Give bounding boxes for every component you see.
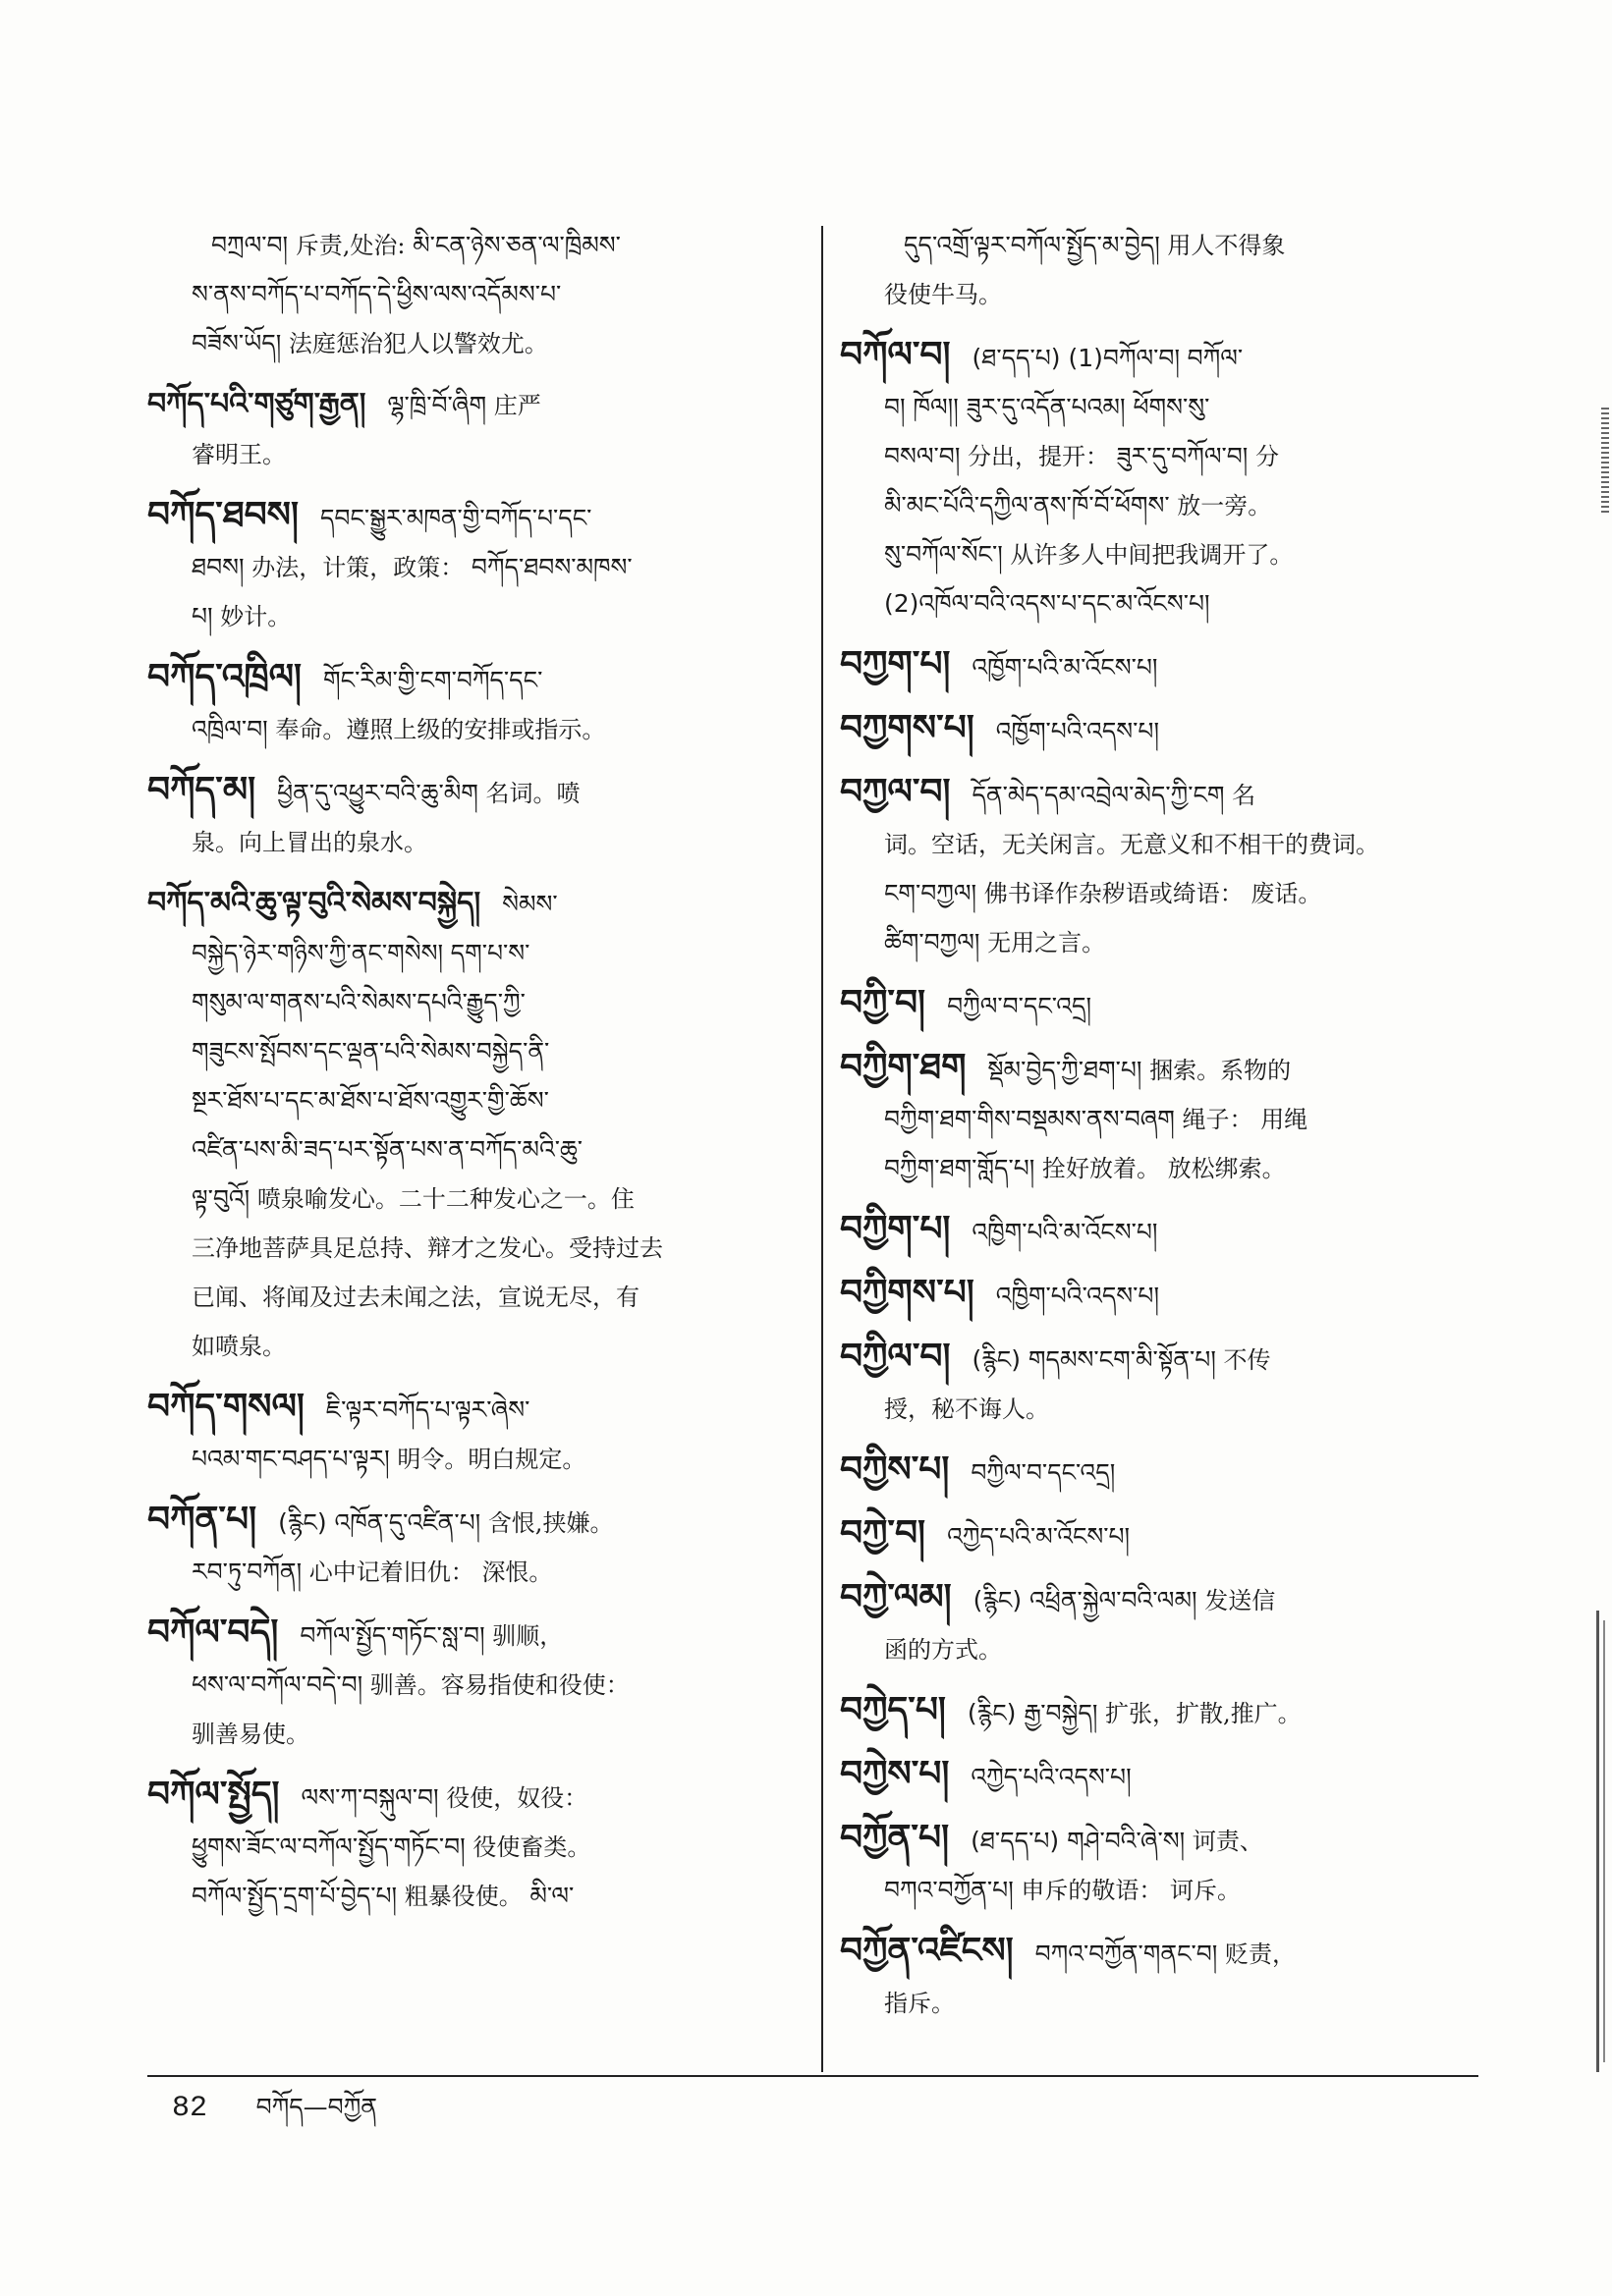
chinese-text: 佛书译作杂秽语或绮语： — [983, 880, 1244, 907]
dictionary-entry — [147, 1771, 801, 1921]
entry-headline — [840, 331, 1493, 383]
tibetan-text: འཁྱིག་པའི་འདས་པ། — [995, 1282, 1160, 1310]
dictionary-entry — [840, 1509, 1493, 1561]
entry-line — [147, 430, 801, 479]
entry-line — [840, 221, 1493, 270]
chinese-text: 名词。喷 — [485, 780, 581, 807]
dictionary-entry — [147, 1609, 801, 1759]
tibetan-text: སུ་བཀོལ་སོང་། — [884, 540, 1003, 569]
tibetan-text: བཀོལ་ — [1187, 344, 1244, 372]
entry-headline — [147, 380, 801, 430]
chinese-text: 放一旁。 — [1177, 492, 1272, 519]
tibetan-text: འཁྲིལ་བ། — [192, 715, 268, 743]
entry-headline — [840, 979, 1493, 1031]
entry-headline — [840, 704, 1493, 756]
entry-line — [840, 481, 1493, 530]
tibetan-text: མི་མང་པོའི་དཀྱིལ་ནས་ཁོ་བོ་ཕོགས་ — [884, 491, 1170, 519]
headword: བཀྱེ་བ། — [840, 1513, 926, 1554]
entry-headline — [840, 1205, 1493, 1257]
tibetan-text: སྔར་ཐོས་པ་དང་མ་ཐོས་པ་ཐོས་འགྱུར་གྱི་ཆོས་ — [192, 1086, 549, 1115]
dictionary-entry — [840, 704, 1493, 756]
dictionary-entry — [840, 1750, 1493, 1802]
tibetan-text: (རྙིང) འཕྲིན་སྐྱེལ་བའི་ལམ། — [973, 1586, 1197, 1614]
tibetan-text: (རྙིང) གདམས་ངག་མི་སྟོན་པ། — [972, 1345, 1216, 1374]
chinese-text: 拴好放着。 — [1041, 1155, 1160, 1182]
chinese-text: 心中记着旧仇： — [308, 1558, 474, 1586]
chinese-text: 废话。 — [1251, 880, 1322, 907]
entry-headline — [147, 879, 801, 929]
page-range: བཀོད—བཀྱོན — [255, 2093, 377, 2121]
headword: བཀྱི་བ། — [840, 983, 926, 1023]
tibetan-text: གཟུངས་སྤོབས་དང་ལྡན་པའི་སེམས་བསྐྱེད་ནི་ — [192, 1037, 550, 1066]
entry-line — [147, 592, 801, 641]
tibetan-text: བཀྱིག་ཐག་གློད་པ། — [884, 1154, 1035, 1182]
entry-headline — [147, 1383, 801, 1435]
entry-line — [840, 869, 1493, 918]
entry-headline — [840, 1333, 1493, 1385]
tibetan-text: བཀོལ་སྤྱོད་གཏོང་སླ་བ། — [300, 1621, 485, 1650]
tibetan-text: སྡོམ་བྱེད་ཀྱི་ཐག་པ། — [987, 1056, 1142, 1084]
dictionary-entry — [147, 653, 801, 754]
chinese-text: 已闻、将闻及过去未闻之法，宣说无尽，有 — [192, 1284, 639, 1311]
entry-line — [147, 319, 801, 368]
chinese-text: 贬责， — [1224, 1941, 1296, 1968]
entry-line — [147, 1710, 801, 1759]
dictionary-entry — [840, 1814, 1493, 1915]
dictionary-entry — [840, 1269, 1493, 1321]
chinese-text: 役使，奴役： — [446, 1784, 588, 1812]
entry-line — [147, 705, 801, 754]
dictionary-entry — [147, 1496, 801, 1597]
entry-line — [147, 1125, 801, 1175]
tibetan-text: བ། ཁོལ།། ཟུར་དུ་འདོན་པའམ། ཕོགས་སུ་ — [884, 393, 1210, 421]
headword: བཀོད་མའི་ཆུ་ལྟ་བུའི་སེམས་བསྐྱེད། — [147, 886, 481, 920]
chinese-text: 庄严 — [493, 392, 541, 419]
tibetan-text: བསྐྱེད་ཉེར་གཉིས་ཀྱི་ནང་གསེས། — [192, 939, 444, 967]
dictionary-entry — [840, 979, 1493, 1031]
entry-line — [840, 530, 1493, 579]
chinese-text: 役使畜类。 — [472, 1833, 591, 1861]
tibetan-text: དོན་མེད་དམ་འབྲེལ་མེད་ཀྱི་ངག — [972, 781, 1225, 809]
tibetan-text: བཀྱིག་ཐག་གིས་བསྡམས་ནས་བཞག — [884, 1105, 1175, 1133]
tibetan-text: རབ་ཏུ་བཀོན། — [192, 1558, 303, 1586]
headword: བཀོལ་བ། — [840, 335, 951, 375]
tibetan-text: དབང་སྒྱུར་མཁན་གྱི་བཀོད་པ་དང་ — [319, 504, 592, 532]
entry-line — [147, 1661, 801, 1710]
entry-line — [147, 818, 801, 867]
headword: བཀྱིལ་བ། — [840, 1337, 951, 1377]
dictionary-entry — [147, 221, 801, 368]
chinese-text: 捆索。系物的 — [1149, 1057, 1292, 1084]
dictionary-entry — [840, 1043, 1493, 1193]
chinese-text: 授，秘不诲人。 — [884, 1395, 1049, 1423]
tibetan-text: པ། — [192, 602, 213, 630]
entry-line — [840, 270, 1493, 319]
chinese-text: 驯善。容易指使和役使： — [369, 1671, 630, 1699]
entry-line — [147, 1435, 801, 1484]
binding-edge-mark — [1596, 1611, 1599, 2072]
entry-line — [840, 1385, 1493, 1434]
headword: བཀོད་མ། — [147, 770, 256, 810]
tibetan-text: (ཐ་དད་པ) གཤེ་བའི་ཞེ་ས། — [971, 1827, 1186, 1855]
headword: བཀྱོན་འཛིངས། — [840, 1931, 1014, 1971]
dictionary-entry — [147, 879, 801, 1371]
entry-headline — [147, 491, 801, 543]
entry-line — [840, 432, 1493, 481]
headword: བཀྱིག་པ། — [840, 1209, 951, 1249]
headword: བཀོལ་བདེ། — [147, 1613, 279, 1653]
tibetan-text: དུད་འགྲོ་ལྟར་བཀོལ་སྤྱོད་མ་བྱེད། — [904, 231, 1160, 259]
tibetan-text: པའམ་གང་བཤད་པ་ལྟར། — [192, 1445, 390, 1473]
tibetan-text: བཀའ་བཀྱོན་གནང་བ། — [1034, 1940, 1218, 1968]
dictionary-entry — [147, 491, 801, 641]
chinese-text: 用绳 — [1260, 1106, 1308, 1133]
entry-headline — [840, 1814, 1493, 1866]
dictionary-entry — [147, 766, 801, 867]
chinese-text: 无用之言。 — [987, 929, 1106, 957]
chinese-text: 斥责,处治: — [295, 232, 406, 259]
entry-headline — [840, 1750, 1493, 1802]
entry-line — [147, 1273, 801, 1322]
chinese-text: 含恨,挟嫌。 — [487, 1509, 614, 1537]
dictionary-entry — [840, 1446, 1493, 1498]
dictionary-entry — [147, 380, 801, 479]
tibetan-text: འཁྱོག་པའི་མ་འོངས་པ། — [972, 653, 1158, 682]
headword: བཀྱིགས་པ། — [840, 1273, 974, 1313]
entry-line — [147, 1027, 801, 1076]
chinese-text: 扩张，扩散,推广。 — [1105, 1700, 1302, 1727]
headword: བཀྱིས་པ། — [840, 1449, 950, 1490]
chinese-text: 奉命。遵照上级的安排或指示。 — [275, 716, 606, 743]
dictionary-entry — [840, 640, 1493, 692]
chinese-text: 申斥的敬语： — [1021, 1877, 1163, 1904]
entry-line — [147, 221, 801, 270]
tibetan-text: བཀོལ་སྤྱོད་དྲག་པོ་བྱེད་པ། — [192, 1882, 398, 1910]
chinese-text: 深恨。 — [481, 1558, 553, 1586]
tibetan-text: འཀྱེད་པའི་འདས་པ། — [971, 1763, 1132, 1791]
chinese-text: 词。空话，无关闲言。无意义和不相干的费词。 — [884, 831, 1379, 858]
headword: བཀྱེས་པ། — [840, 1754, 950, 1794]
tibetan-text: འཛིན་པས་མི་ཟད་པར་སྟོན་པས་ན་བཀོད་མའི་ཆུ་ — [192, 1135, 584, 1164]
entry-headline — [840, 640, 1493, 692]
entry-headline — [840, 768, 1493, 820]
headword: བཀོད་ཐབས། — [147, 495, 299, 535]
tibetan-text: བཀྲལ་བ། — [211, 231, 289, 259]
entry-headline — [840, 1927, 1493, 1979]
tibetan-text: ཇི་ལྟར་བཀོད་པ་ལྟར་ཞེས་ — [325, 1395, 530, 1424]
binding-edge-mark — [1601, 408, 1609, 516]
entry-headline — [147, 1771, 801, 1823]
chinese-text: 驯顺， — [492, 1622, 564, 1650]
entry-line — [840, 820, 1493, 869]
headword: བཀོད་གསལ། — [147, 1387, 305, 1427]
entry-headline — [147, 1609, 801, 1661]
entry-line — [840, 1095, 1493, 1144]
tibetan-text: གསུམ་ལ་གནས་པའི་སེམས་དཔའི་རྒྱུད་ཀྱི་ — [192, 988, 526, 1016]
entry-line — [840, 918, 1493, 967]
tibetan-text: བཀྱིལ་བ་དང་འདྲ། — [947, 992, 1092, 1020]
tibetan-text: བཀོད་ཐབས་མཁས་ — [471, 553, 633, 581]
headword: བཀོལ་སྤྱོད། — [147, 1775, 280, 1815]
chinese-text: 喷泉喻发心。二十二种发心之一。住 — [256, 1185, 635, 1213]
chinese-text: 从许多人中间把我调开了。 — [1010, 541, 1294, 569]
chinese-text: 办法，计策，政策： — [251, 554, 465, 581]
chinese-text: 役使牛马。 — [884, 281, 1002, 308]
headword: བཀྱེ་ལམ། — [840, 1577, 952, 1617]
page-number: 82 — [172, 2092, 208, 2125]
entry-line — [840, 579, 1493, 629]
chinese-text: 分 — [1254, 443, 1279, 470]
chinese-text: 法庭惩治犯人以警效尤。 — [288, 330, 548, 357]
tibetan-text: མི་ངན་ཉེས་ཅན་ལ་ཁྲིམས་ — [413, 231, 621, 259]
chinese-text: 指斥。 — [884, 1990, 955, 2017]
tibetan-text: དག་པ་ས་ — [450, 939, 530, 967]
entry-headline — [840, 1446, 1493, 1498]
entry-line — [147, 1823, 801, 1872]
chinese-text: 睿明王。 — [192, 441, 286, 468]
tibetan-text: བཀའ་བཀྱོན་པ། — [884, 1876, 1014, 1904]
entry-line — [147, 1076, 801, 1125]
dictionary-entry — [840, 221, 1493, 319]
chinese-text: 名 — [1232, 782, 1256, 809]
headword: བཀོད་པའི་གཙུག་རྒྱན། — [147, 387, 366, 421]
right-column — [840, 221, 1493, 2040]
chinese-text: 绳子： — [1182, 1106, 1253, 1133]
chinese-text: 函的方式。 — [884, 1636, 1002, 1664]
entry-line — [840, 383, 1493, 432]
tibetan-text: ཟུར་དུ་བཀོལ་བ། — [1116, 442, 1249, 470]
entry-headline — [840, 1509, 1493, 1561]
tibetan-text: ཕྱིན་དུ་འཕྱུར་བའི་ཆུ་མིག — [277, 779, 478, 807]
tibetan-text: སེམས་ — [502, 890, 558, 918]
headword: བཀྱོན་པ། — [840, 1818, 950, 1858]
dictionary-entry — [147, 1383, 801, 1484]
tibetan-text: ཐབས། — [192, 553, 245, 581]
footer-rule — [147, 2075, 1478, 2077]
headword: བཀྱལ་བ། — [840, 772, 951, 812]
chinese-text: 粗暴役使。 — [404, 1883, 523, 1910]
tibetan-text: ལྷ་ཁྲི་བོ་ཞིག — [387, 391, 487, 419]
chinese-text: 诃斥。 — [1170, 1877, 1242, 1904]
chinese-text: 驯善易使。 — [192, 1721, 309, 1748]
chinese-text: 如喷泉。 — [192, 1333, 286, 1360]
chinese-text: 不传 — [1223, 1346, 1271, 1374]
tibetan-text: (རྙིང) འཁོན་དུ་འཛིན་པ། — [278, 1508, 481, 1537]
tibetan-text: ཚིག་བཀྱལ། — [884, 928, 980, 957]
dictionary-entry — [840, 331, 1493, 629]
entry-line — [147, 270, 801, 319]
chinese-text: 诃责、 — [1192, 1828, 1263, 1855]
tibetan-text: ཕྱུགས་ཟོང་ལ་བཀོལ་སྤྱོད་གཏོང་བ། — [192, 1832, 466, 1861]
tibetan-text: བསལ་བ། — [884, 442, 961, 470]
tibetan-text: ལྟ་བུའོ། — [192, 1184, 250, 1213]
chinese-text: 分出，提开： — [968, 443, 1110, 470]
headword: བཀྱག་པ། — [840, 644, 951, 684]
tibetan-text: འཁྱོག་པའི་འདས་པ། — [995, 717, 1160, 745]
entry-line — [840, 1979, 1493, 2028]
entry-line — [840, 1866, 1493, 1915]
entry-headline — [840, 1573, 1493, 1625]
tibetan-text: ངག་བཀྱལ། — [884, 879, 977, 907]
entry-headline — [840, 1269, 1493, 1321]
chinese-text: 发送信 — [1204, 1587, 1276, 1614]
column-divider — [821, 226, 823, 2072]
entry-line — [840, 1625, 1493, 1674]
entry-line — [147, 543, 801, 592]
tibetan-text: འཁྱིག་པའི་མ་འོངས་པ། — [972, 1218, 1158, 1246]
chinese-text: 明令。明白规定。 — [397, 1446, 586, 1473]
entry-line — [147, 1175, 801, 1224]
dictionary-entry — [840, 768, 1493, 967]
chinese-text: 妙计。 — [220, 603, 292, 630]
headword: བཀྱིག་ཐག — [840, 1047, 967, 1087]
dictionary-entry — [840, 1927, 1493, 2028]
tibetan-text: ས་ནས་བཀོད་པ་བཀོད་དེ་ཕྱིས་ལས་འདོམས་པ་ — [192, 280, 562, 308]
dictionary-entry — [840, 1333, 1493, 1434]
entry-headline — [840, 1043, 1493, 1095]
binding-edge-mark — [1603, 1620, 1605, 2062]
entry-headline — [840, 1686, 1493, 1738]
left-column — [147, 221, 801, 1933]
chinese-text: 泉。向上冒出的泉水。 — [192, 829, 427, 856]
tibetan-text: ཕས་ལ་བཀོལ་བདེ་བ། — [192, 1670, 363, 1699]
headword: བཀྱགས་པ། — [840, 708, 974, 748]
tibetan-text: མི་ལ་ — [529, 1882, 575, 1910]
entry-line — [147, 978, 801, 1027]
tibetan-text: (2)འཁོལ་བའི་འདས་པ་དང་མ་འོངས་པ། — [884, 589, 1210, 618]
entry-line — [147, 1872, 801, 1921]
tibetan-text: གོང་རིམ་གྱི་ངག་བཀོད་དང་ — [323, 666, 543, 694]
entry-headline — [147, 766, 801, 818]
tibetan-text: བཀྱིལ་བ་དང་འདྲ། — [971, 1458, 1116, 1487]
entry-line — [147, 1224, 801, 1273]
headword: བཀོད་འཁྲིལ། — [147, 657, 303, 697]
headword: བཀོན་པ། — [147, 1500, 257, 1540]
entry-line — [840, 1144, 1493, 1193]
dictionary-entry — [840, 1205, 1493, 1257]
headword: བཀྱེད་པ། — [840, 1690, 946, 1730]
dictionary-entry — [840, 1573, 1493, 1674]
entry-headline — [147, 1496, 801, 1548]
tibetan-text: འཀྱེད་པའི་མ་འོངས་པ། — [947, 1522, 1131, 1551]
tibetan-text: (རྙིང) རྒྱ་བསྐྱེད། — [967, 1699, 1098, 1727]
entry-headline — [147, 653, 801, 705]
dictionary-entry — [840, 1686, 1493, 1738]
tibetan-text: ལས་ཀ་བསྐུལ་བ། — [301, 1783, 439, 1812]
entry-line — [147, 1322, 801, 1371]
chinese-text: 三净地菩萨具足总持、辩才之发心。受持过去 — [192, 1234, 663, 1262]
entry-line — [147, 1548, 801, 1597]
tibetan-text: བཟོས་ཡོད། — [192, 329, 282, 357]
page-footer — [172, 2082, 377, 2133]
entry-line — [147, 929, 801, 978]
chinese-text: 用人不得象 — [1167, 232, 1286, 259]
tibetan-text: (ཐ་དད་པ) (1)བཀོལ་བ། — [972, 344, 1181, 372]
chinese-text: 放松绑索。 — [1167, 1155, 1286, 1182]
